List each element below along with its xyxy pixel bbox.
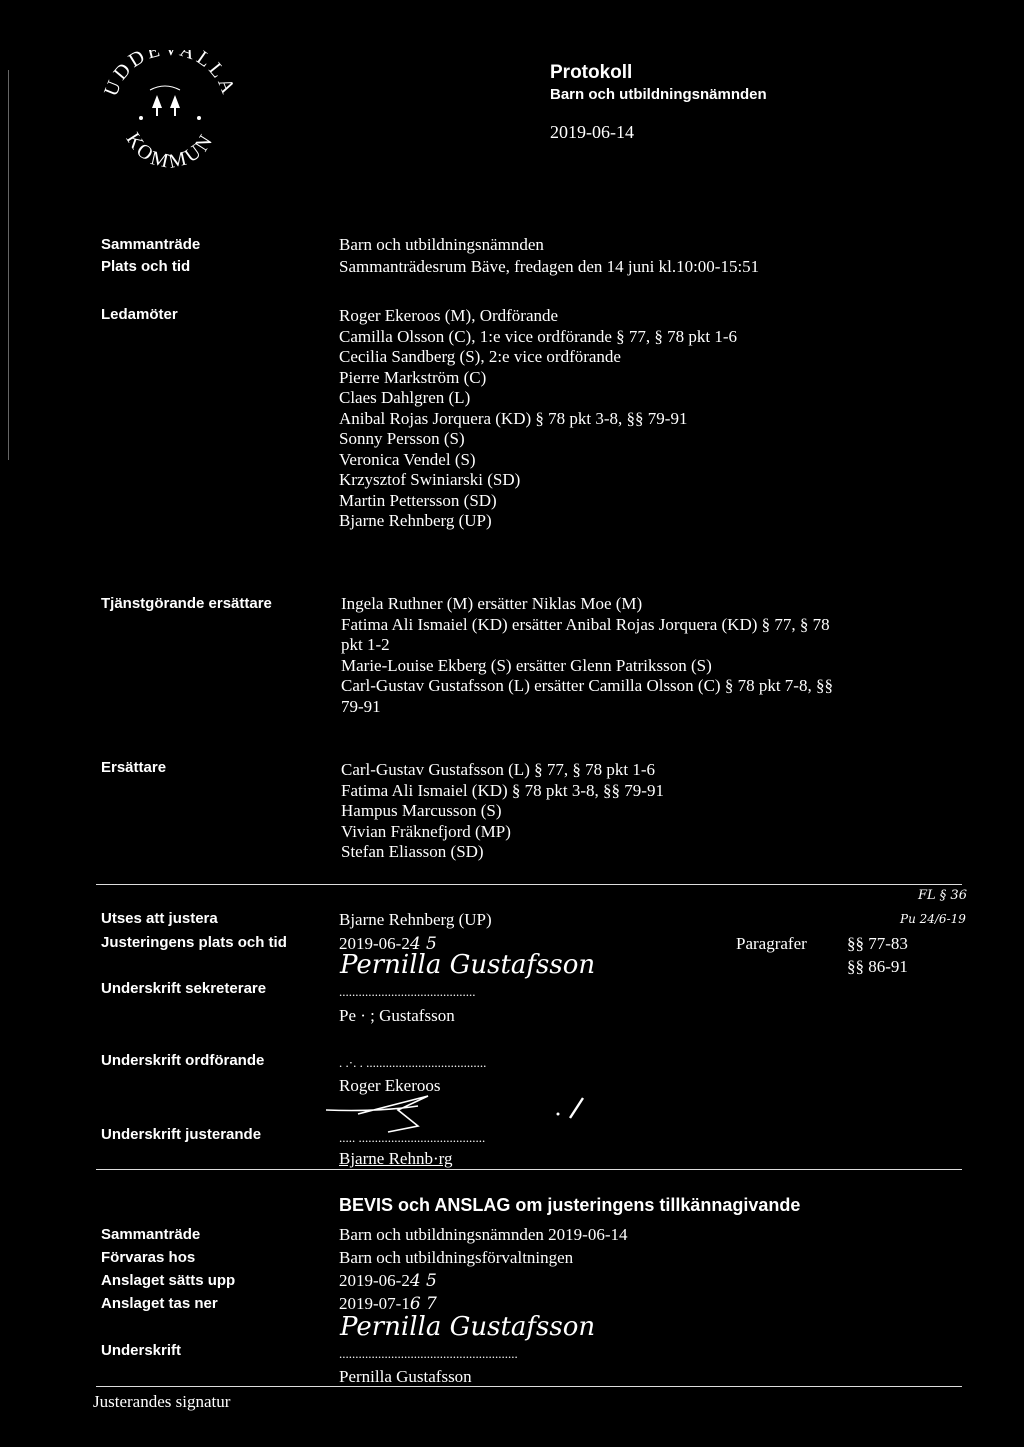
- document-date: 2019-06-14: [550, 122, 634, 142]
- name-bevis: Pernilla Gustafsson: [339, 1367, 472, 1386]
- ersattare-line: Fatima Ali Ismaiel (KD) § 78 pkt 3-8, §§ 79-91: [341, 780, 664, 800]
- substitute-line: Fatima Ali Ismaiel (KD) ersätter Anibal Rojas Jorquera (KD) § 77, § 78: [341, 614, 830, 634]
- substitute-line: Carl-Gustav Gustafsson (L) ersätter Camilla Olsson (C) § 78 pkt 7-8, §§: [341, 676, 833, 695]
- member-line: Pierre Markström (C): [339, 367, 487, 387]
- divider: [96, 1169, 962, 1170]
- signature-sekreterare: Pernilla Gustafsson: [340, 950, 596, 980]
- handwritten-date-digits: 4 5: [409, 1271, 437, 1291]
- ersattare-line: Vivian Fräknefjord (MP): [341, 821, 511, 841]
- signature-bevis: Pernilla Gustafsson: [340, 1312, 596, 1342]
- member-line: Sonny Persson (S): [339, 429, 465, 448]
- label-underskrift-justerande: Underskrift justerande: [101, 1126, 262, 1143]
- divider: [96, 884, 962, 885]
- value-justeringens-plats: 2019-06-24 5: [339, 934, 437, 954]
- value-utses-att-justera: Bjarne Rehnberg (UP): [339, 910, 492, 929]
- signature-line: ..........................................: [339, 984, 476, 999]
- left-margin-line: [8, 70, 9, 460]
- label-paragrafer: Paragrafer: [736, 934, 807, 953]
- label-anslaget-tas-ner: Anslaget tas ner: [101, 1295, 218, 1312]
- member-line: Roger Ekeroos (M), Ordförande: [339, 306, 559, 325]
- ersattare-line: Hampus Marcusson (S): [341, 801, 502, 820]
- member-line: Veronica Vendel (S): [339, 449, 476, 469]
- handwritten-date-digits: 4 5: [409, 934, 437, 954]
- label-tjanstgorande-ersattare: Tjänstgörande ersättare: [101, 595, 272, 612]
- document-title: Protokoll: [550, 62, 633, 83]
- label-sammantrade: Sammanträde: [101, 1226, 201, 1243]
- svg-text:KOMMUN: KOMMUN: [121, 128, 219, 170]
- member-line: Bjarne Rehnberg (UP): [339, 511, 492, 530]
- name-sekreterare: Pe · ; Gustafsson: [339, 1006, 455, 1025]
- member-line: Cecilia Sandberg (S), 2:e vice ordförande: [339, 347, 621, 366]
- value-anslaget-satts-upp: 2019-06-24 5: [339, 1271, 437, 1291]
- bevis-heading: BEVIS och ANSLAG om justeringens tillkännagivande: [339, 1195, 801, 1215]
- name-ordforande: Roger Ekeroos: [339, 1076, 441, 1095]
- value-anslaget-tas-ner: 2019-07-16 7: [339, 1294, 437, 1314]
- member-line: Krzysztof Swiniarski (SD): [339, 470, 521, 489]
- signature-line: ..... .......................................: [339, 1130, 486, 1145]
- substitute-line: Ingela Ruthner (M) ersätter Niklas Moe (M): [341, 594, 643, 613]
- name-justerande: Bjarne Rehnb·rg: [339, 1149, 453, 1168]
- signature-line: .......................................................: [339, 1346, 518, 1361]
- value-sammantrade: Barn och utbildningsnämnden: [339, 235, 544, 254]
- justerandes-signatur: Justerandes signatur: [93, 1392, 231, 1411]
- label-sammantrade: Sammanträde: [101, 236, 201, 253]
- ersattare-line: Carl-Gustav Gustafsson (L) § 77, § 78 pkt 1-6: [341, 760, 655, 779]
- substitute-line: pkt 1-2: [341, 635, 390, 654]
- member-line: Camilla Olsson (C), 1:e vice ordförande § 77, § 78 pkt 1-6: [339, 326, 738, 346]
- substitute-line: Marie-Louise Ekberg (S) ersätter Glenn Patriksson (S): [341, 655, 712, 675]
- member-line: Martin Pettersson (SD): [339, 490, 497, 510]
- label-underskrift-ordforande: Underskrift ordförande: [101, 1052, 265, 1069]
- label-underskrift-sekreterare: Underskrift sekreterare: [101, 980, 267, 997]
- signature-line: . .·. . .....................................: [339, 1055, 487, 1070]
- label-utses-att-justera: Utses att justera: [101, 910, 218, 927]
- value-sammantrade: Barn och utbildningsnämnden 2019-06-14: [339, 1225, 628, 1244]
- tjanstgorande-list: [341, 594, 833, 717]
- divider: [96, 1386, 962, 1387]
- label-justeringens-plats: Justeringens plats och tid: [101, 934, 287, 951]
- label-anslaget-satts-upp: Anslaget sätts upp: [101, 1272, 236, 1289]
- member-line: Anibal Rojas Jorquera (KD) § 78 pkt 3-8, §§ 79-91: [339, 408, 688, 428]
- margin-note-fl: FL § 36: [918, 888, 967, 903]
- paragrafer-1: §§ 77-83: [847, 934, 908, 953]
- member-line: Claes Dahlgren (L): [339, 388, 471, 407]
- margin-note-date: Pu 24/6-19: [900, 912, 966, 926]
- ledamoter-list: [339, 306, 737, 532]
- paragrafer-2: §§ 86-91: [847, 957, 908, 976]
- label-ledamoter: Ledamöter: [101, 306, 178, 323]
- label-ersattare: Ersättare: [101, 759, 167, 776]
- label-underskrift: Underskrift: [101, 1342, 182, 1359]
- ersattare-line: Stefan Eliasson (SD): [341, 842, 484, 861]
- label-plats-och-tid: Plats och tid: [101, 258, 191, 275]
- handwritten-date-digits: 6 7: [409, 1294, 437, 1314]
- label-forvaras-hos: Förvaras hos: [101, 1249, 196, 1266]
- substitute-line: 79-91: [341, 696, 381, 716]
- svg-text:UDDEVALLA: UDDE ALLA: [99, 50, 241, 100]
- kommun-logo: [95, 50, 245, 170]
- ersattare-list: [341, 760, 664, 863]
- document-subtitle: Barn och utbildningsnämnden: [550, 86, 767, 103]
- value-forvaras-hos: Barn och utbildningsförvaltningen: [339, 1248, 574, 1267]
- value-plats-och-tid: Sammanträdesrum Bäve, fredagen den 14 juni kl.10:00-15:51: [339, 257, 760, 276]
